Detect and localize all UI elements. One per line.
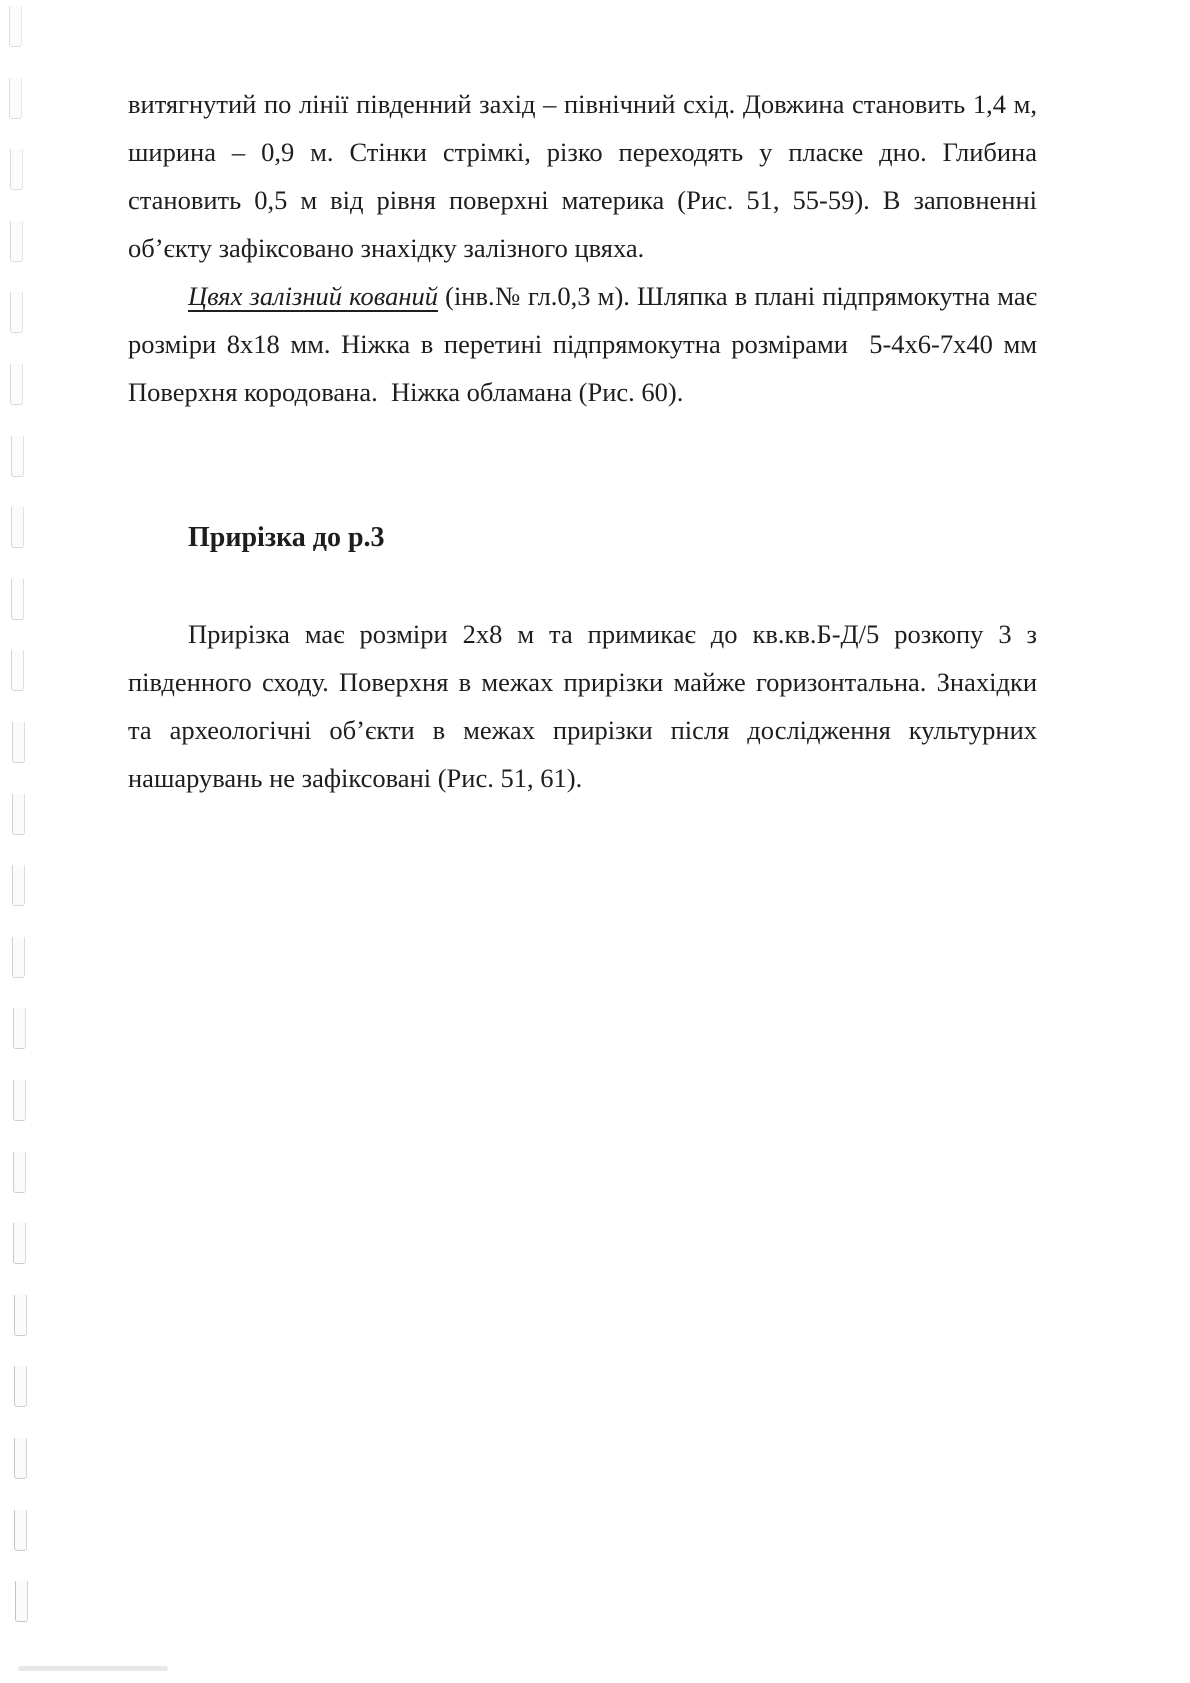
text-line: Прирізка має розміри 2х8 м та примикає до кв.кв.Б-Д/5 розкопу 3 з [188,619,1037,649]
text-line: ширина – 0,9 м. Стінки стрімкі, різко переходять у пласке дно. Глибина [128,137,1037,167]
section-heading [128,514,1037,562]
text-line: нашарувань не зафіксовані (Рис. 51, 61). [128,763,583,793]
binding-hole-mark [11,436,24,477]
document-body-top [128,80,1037,416]
binding-hole-mark [13,1152,26,1193]
text-line: південного сходу. Поверхня в межах прирізки майже горизонтальна. Знахідки [128,667,1037,697]
binding-hole-mark [11,650,24,691]
binding-hole-mark [12,937,25,978]
binding-hole-marks [0,0,60,1683]
text-line: та археологічні об’єкти в межах прирізки після дослідження культурних [128,715,1037,745]
text-segment: (інв.№ гл.0,3 м). Шляпка в плані підпрямокутна має [437,281,1037,311]
binding-hole-mark [10,149,23,190]
section-heading-text: Прирізка до р.3 [188,522,385,553]
text-line [128,272,1037,320]
binding-hole-mark [13,1008,26,1049]
binding-hole-mark [12,865,25,906]
binding-hole-mark [15,1581,28,1622]
binding-hole-mark [14,1510,27,1551]
text-line: витягнутий по лінії південний захід – північний схід. Довжина становить 1,4 м, [128,89,1037,119]
binding-hole-mark [10,292,23,333]
binding-hole-mark [9,78,22,119]
text-line: Поверхня кородована. Ніжка обламана (Рис. 60). [128,377,684,407]
paragraph-object-description [128,80,1037,272]
binding-hole-mark [14,1366,27,1407]
binding-hole-mark [10,364,23,405]
document-body-bottom [128,610,1037,802]
text-line: об’єкту зафіксовано знахідку залізного цвяха. [128,233,645,263]
text-line: розміри 8х18 мм. Ніжка в перетині підпрямокутна розмірами 5-4х6-7х40 мм [128,329,1037,359]
binding-hole-mark [10,221,23,262]
binding-hole-mark [13,1080,26,1121]
scan-smudge-artifact [18,1666,168,1671]
binding-hole-mark [11,579,24,620]
binding-hole-mark [11,507,24,548]
binding-hole-mark [9,6,22,47]
text-line: становить 0,5 м від рівня поверхні материка (Рис. 51, 55-59). В заповненні [128,185,1037,215]
binding-hole-mark [12,722,25,763]
underlined-find-name: Цвях залізний кований [188,281,438,311]
paragraph-pryrizka [128,610,1037,802]
binding-hole-mark [14,1295,27,1336]
binding-hole-mark [14,1438,27,1479]
paragraph-nail-find [128,272,1037,416]
binding-hole-mark [13,1223,26,1264]
binding-hole-mark [12,794,25,835]
